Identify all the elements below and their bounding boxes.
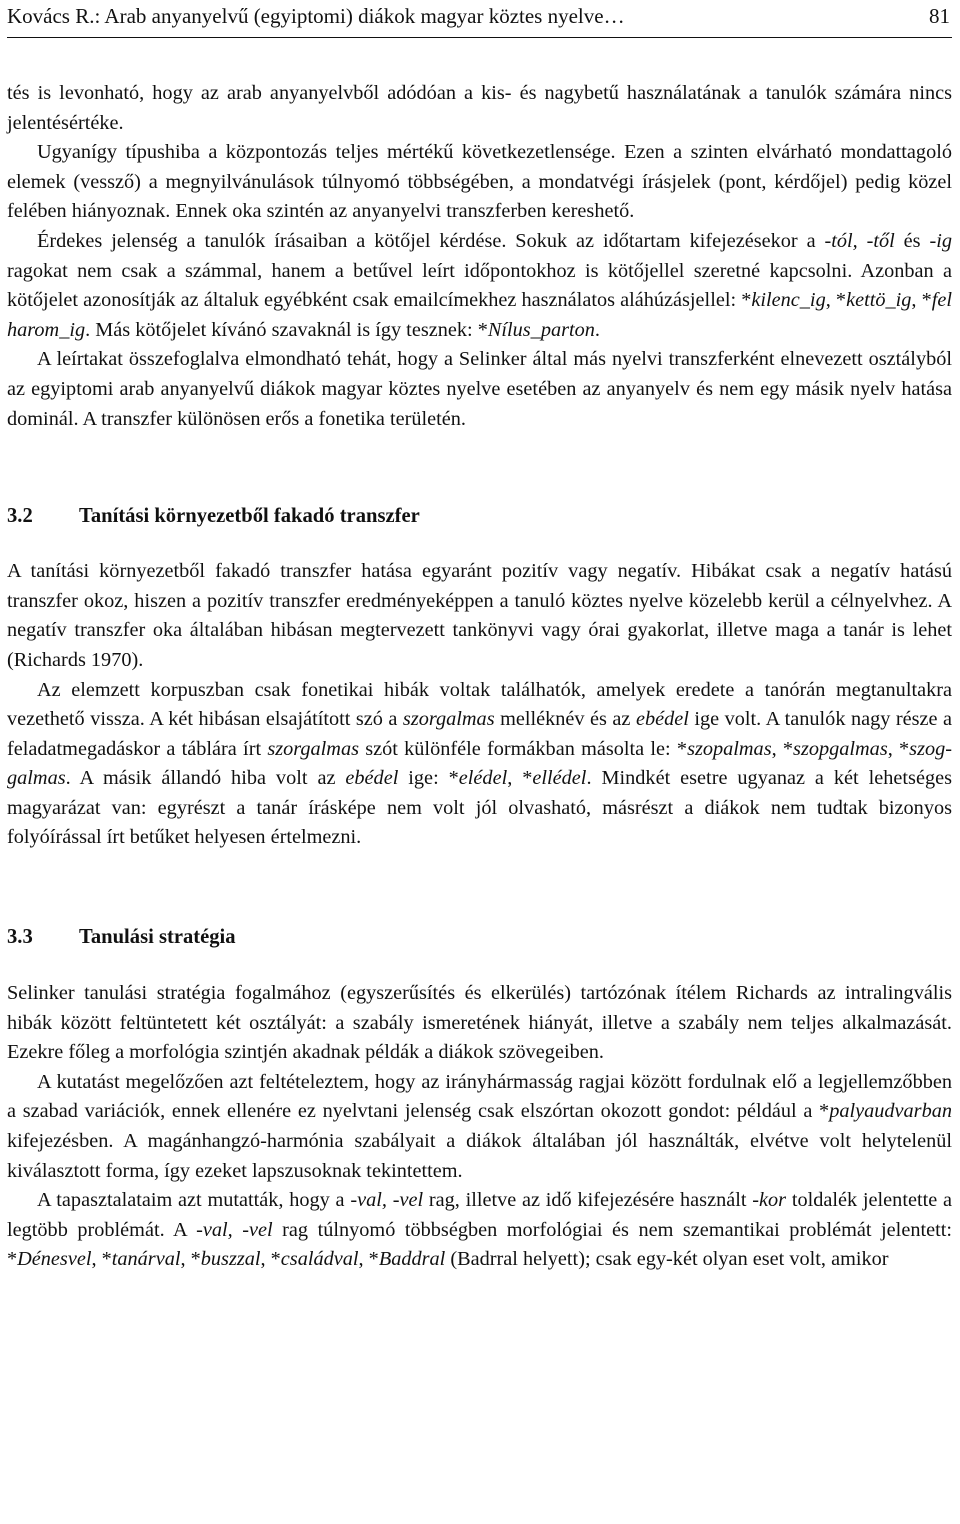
italic-run: Nílus_parton [487, 318, 595, 341]
italic-run: ebédel [345, 767, 399, 790]
paragraph-punctuation: Ugyanígy típushiba a központozás teljes mértékű következetlensége. Ezen a szinten elvárható mondattagoló elemek (vessző) a megnyilvánulások túlnyomó többségében, a mondatvégi írásjelek (pont, kérdőjel) pedig közel felében hiányoznak. Ennek oka szintén az anyanyelvi transzferben kereshető. [7, 141, 952, 223]
body-text [7, 79, 952, 1275]
italic-run: szopgalmas [793, 737, 888, 760]
text-run: A tapasztalataim azt mutatták, hogy a [37, 1189, 351, 1212]
italic-run: kettö_ig [846, 289, 912, 312]
paragraph-corpus [7, 676, 952, 854]
text-run: rag, illetve az idő kifejezésére használt [423, 1189, 753, 1212]
text-run: , * [91, 1248, 112, 1271]
text-run: ige: * [398, 767, 459, 790]
italic-run: kilenc_ig [751, 289, 826, 312]
paragraph-experience [7, 1186, 952, 1275]
text-run: Érdekes jelenség a tanulók írásaiban a kötőjel kérdése. Sokuk az időtartam kifejezésekor a [37, 229, 825, 252]
text-run: ragokat nem csak a számmal, hanem a betűvel leírt időpontokhoz is kötőjellel szeretné kapcsolni. Azonban a kötőjelet azonosítják az általuk egyébként csak emailcímekhez használatos aláhúzásjellel: * [7, 259, 952, 312]
text-run: rag túlnyomó többségben morfológiai és nem szemantikai problémát jelentett: * [7, 1218, 953, 1271]
section-title: Tanítási környezetből fakadó transzfer [79, 505, 420, 528]
paragraph-hyphen [7, 227, 952, 345]
text-run: . Mindkét esetre ugyanaz a két lehetséges magyarázat van: egyrészt a tanár írásképe nem volt jól olvasható, másrészt a diákok nem tudtak bizonyos folyóírással írt betűket helyesen értelmezni. [7, 767, 952, 849]
section-title: Tanulási stratégia [79, 926, 236, 949]
italic-run: -tól, -től [824, 229, 895, 252]
page-number: 81 [929, 4, 950, 28]
text-run: . [594, 318, 600, 341]
text-run: (Badrral helyett); csak egy-két olyan eset volt, amikor [445, 1248, 889, 1271]
italic-run: buszzal [200, 1248, 261, 1271]
italic-run: ellédel [532, 767, 587, 790]
text-run: kifejezésben. A magánhangzó-harmónia szabályait a diákok általában jól használták, elvétve volt helytelenül kiválasztott forma, így ezeket lapszusoknak tekintettem. [7, 1130, 952, 1182]
italic-run: Dénesvel [17, 1248, 92, 1271]
text-run: , * [260, 1248, 281, 1271]
text-run: , * [825, 289, 847, 312]
italic-run: szorgalmas [402, 708, 495, 731]
paragraph-hypothesis [7, 1068, 952, 1186]
text-run: szót különféle formákban másolta le: * [359, 737, 688, 760]
running-header [7, 0, 952, 38]
text-run: . A másik állandó hiba volt az [65, 767, 346, 790]
section-heading-3-3 [7, 922, 952, 952]
text-run: , * [507, 767, 533, 790]
text-run: , * [887, 737, 910, 760]
italic-run: szopalmas [687, 737, 772, 760]
text-run: melléknév és az [494, 708, 636, 731]
text-run: , * [911, 289, 932, 312]
section-number: 3.3 [7, 926, 33, 949]
text-run: Az elemzett korpuszban csak fonetikai hibák voltak találhatók, amelyek eredete a tanórán megtanultakra vezethető vissza. A két hibásan elsajátított szó a [7, 678, 952, 731]
text-run: , * [358, 1248, 379, 1271]
italic-run: -ig [929, 229, 952, 252]
paragraph-continuation: tés is levonható, hogy az arab anyanyelvből adódóan a kis- és nagybetű használatának a tanulók számára nincs jelentésértéke. [7, 82, 952, 134]
italic-run: tanárval [111, 1248, 181, 1271]
italic-run: elédel [458, 767, 508, 790]
text-run: A kutatást megelőzően azt feltételeztem, hogy az irányhármasság ragjai között fordulnak elő a legjellemzőbben a szabad variációk, ennek ellenére ez nyelvtani jelenség csak elszórtan okozott gondot: például a * [7, 1070, 952, 1123]
italic-run: -kor [752, 1189, 787, 1212]
text-run: , * [771, 737, 794, 760]
italic-run: palyaudvarban [829, 1100, 952, 1123]
text-run: . Más kötőjelet kívánó szavaknál is így tesznek: * [85, 318, 488, 341]
paragraph-learning-strategy: Selinker tanulási stratégia fogalmához (egyszerűsítés és elkerülés) tartózónak ítélem Richards az intralingvális hibák között feltüntetett két osztályát: a szabály ismeretének hiányát, illetve a szabály nem teljes alkalmazását. Ezekre főleg a morfológia szintjén akadnak példák a diákok szövegeiben. [7, 982, 952, 1064]
italic-run: szoggalmas [7, 737, 953, 790]
italic-run: -val, -vel [350, 1189, 424, 1212]
italic-run: családval [280, 1248, 359, 1271]
section-number: 3.2 [7, 505, 33, 528]
paragraph-teaching-transfer: A tanítási környezetből fakadó transzfer hatása egyaránt pozitív vagy negatív. Hibákat csak a negatív hatású transzfer okoz, hiszen a pozitív transzfer eredményeképpen a tanuló köztes nyelve közelebb kerül a célnyelvhez. A negatív transzfer oka általában hibásan megtervezett tankönyvi vagy órai gyakorlat, illetve maga a tanár is lehet (Richards 1970). [7, 560, 952, 671]
italic-run: -val, -vel [196, 1218, 273, 1241]
italic-run: szorgalmas [267, 737, 359, 760]
text-run: toldalék jelentette a legtöbb problémát. A [7, 1189, 952, 1241]
text-run: ige volt. A tanulók nagy része a feladatmegadáskor a táblára írt [7, 708, 953, 760]
text-run: és [894, 229, 930, 252]
section-heading-3-2 [7, 501, 952, 531]
text-run: , * [180, 1248, 201, 1271]
italic-run: Baddral [378, 1248, 446, 1271]
italic-run: fel harom_ig [7, 289, 953, 341]
italic-run: ebédel [635, 708, 689, 731]
paragraph-summary: A leírtakat összefoglalva elmondható tehát, hogy a Selinker által más nyelvi transzferként elnevezett osztályból az egyiptomi arab anyanyelvű diákok magyar köztes nyelve esetében az anyanyelv és nem egy másik nyelv hatása dominál. A transzfer különösen erős a fonetika területén. [7, 348, 952, 430]
running-title: Kovács R.: Arab anyanyelvű (egyiptomi) diákok magyar köztes nyelve… [7, 4, 625, 28]
